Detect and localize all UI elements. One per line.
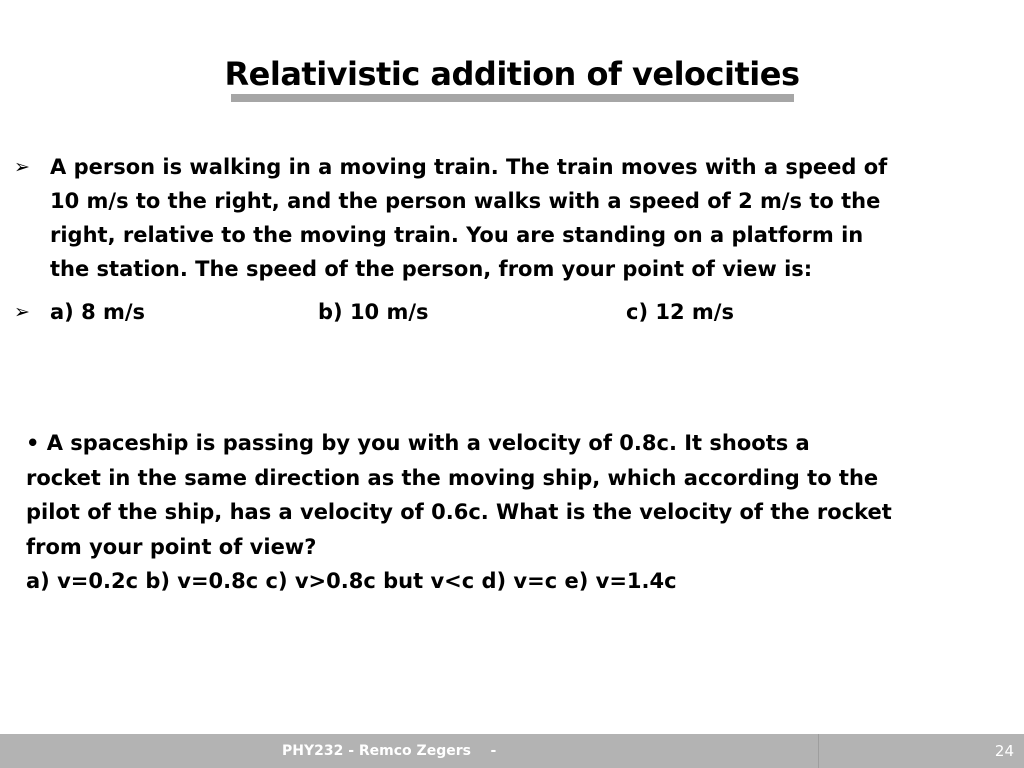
question2-line-3: pilot of the ship, has a velocity of 0.6c. What is the velocity of the rocket bbox=[26, 500, 892, 524]
question1-line-3: right, relative to the moving train. You are standing on a platform in bbox=[50, 223, 864, 247]
arrow-bullet-icon: ➢ bbox=[14, 301, 30, 323]
footer-divider bbox=[818, 734, 819, 768]
slide-page-number: 24 bbox=[994, 742, 1014, 760]
question2-options: a) v=0.2c b) v=0.8c c) v>0.8c but v<c d) v=c e) v=1.4c bbox=[26, 569, 677, 593]
title-underline bbox=[231, 94, 794, 102]
arrow-bullet-icon: ➢ bbox=[14, 156, 30, 178]
question1-line-2: 10 m/s to the right, and the person walks with a speed of 2 m/s to the bbox=[50, 189, 881, 213]
slide-title: Relativistic addition of velocities bbox=[224, 55, 800, 93]
question1-line-1: A person is walking in a moving train. The train moves with a speed of bbox=[50, 155, 888, 179]
footer-course-text: PHY232 - Remco Zegers - bbox=[282, 743, 497, 759]
question1-options bbox=[50, 295, 950, 329]
option-b: b) 10 m/s bbox=[318, 300, 429, 324]
option-a: a) 8 m/s bbox=[50, 300, 146, 324]
slide-footer bbox=[0, 734, 1024, 768]
question1-text bbox=[50, 150, 1010, 286]
question2-line-1: • A spaceship is passing by you with a velocity of 0.8c. It shoots a bbox=[26, 431, 810, 455]
question1-line-4: the station. The speed of the person, from your point of view is: bbox=[50, 257, 813, 281]
question2-line-4: from your point of view? bbox=[26, 534, 317, 559]
option-c: c) 12 m/s bbox=[626, 300, 734, 324]
question2-line-2: rocket in the same direction as the moving ship, which according to the bbox=[26, 465, 879, 490]
question2-text bbox=[26, 426, 1016, 599]
